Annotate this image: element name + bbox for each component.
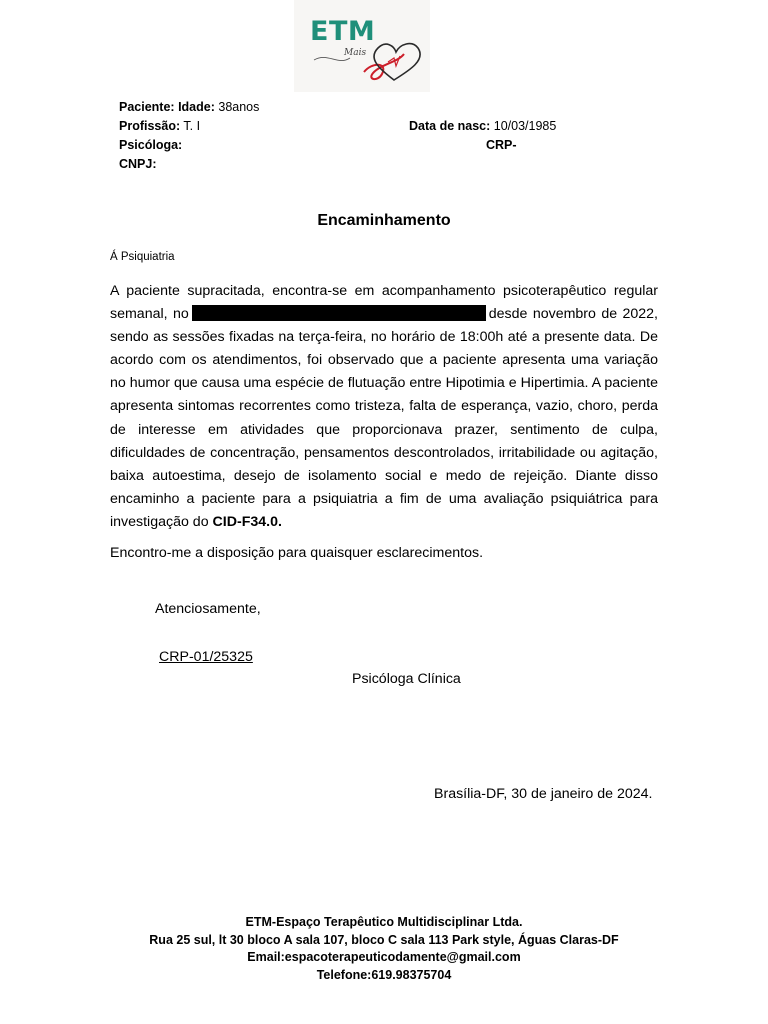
logo-brand-text: ETM [310, 16, 376, 47]
birth-date-label: Data de nasc: [409, 119, 491, 133]
document-title: Encaminhamento [317, 212, 451, 229]
footer-email: Email:espacoterapeuticodamente@gmail.com [247, 950, 521, 964]
logo-script-text: Mais [344, 48, 367, 58]
age-label: Idade: [178, 100, 215, 114]
footer-address: Rua 25 sul, lt 30 bloco A sala 107, bloco C sala 113 Park style, Águas Claras-DF [149, 932, 619, 947]
redaction-bar [192, 305, 486, 321]
patient-line [119, 99, 259, 115]
age-value: 38anos [218, 100, 260, 114]
cnpj-label: CNPJ: [119, 157, 157, 171]
birth-date-value: 10/03/1985 [493, 119, 557, 133]
footer-company: ETM-Espaço Terapêutico Multidisciplinar Ltda. [245, 915, 523, 929]
greeting: Atenciosamente, [155, 601, 261, 617]
closing-note: Encontro-me a disposição para quaisquer esclarecimentos. [110, 545, 484, 561]
cnpj-line [119, 156, 157, 172]
crp-number: CRP-01/25325 [159, 649, 253, 665]
patient-label: Paciente: [119, 100, 175, 114]
signer-role: Psicóloga Clínica [352, 671, 461, 687]
birth-date-line [409, 118, 556, 134]
psychologist-label: Psicóloga: [119, 138, 183, 152]
referral-paragraph [110, 280, 658, 534]
psychologist-line [119, 137, 182, 153]
footer [0, 914, 768, 984]
crp-header-label: CRP- [486, 138, 517, 152]
body-text-part1: A paciente supracitada, encontra-se em acompanhamento psicoterapêutico regular semanal, no [110, 283, 658, 323]
cid-code: CID-F34.0. [212, 513, 282, 530]
heart-signature-icon [308, 32, 428, 86]
etm-logo [294, 0, 430, 92]
body-text-part2: desde novembro de 2022, sendo as sessões fixadas na terça-feira, no horário de 18:00h até a presente data. De acordo com os atendimentos, foi observado que a paciente apresenta uma variação no humor que causa uma espécie de flutuação entre Hipotimia e Hipertimia. A paciente apresenta sintomas recorrentes como tristeza, falta de esperança, vazio, choro, perda de interesse em atividades que proporcionava prazer, sentimento de culpa, dificuldades de concentração, pensamentos descontrolados, irritabilidade ou agitação, baixa autoestima, desejo de isolamento social e medo de rejeição. Diante disso encaminho a paciente para a psiquiatria a fim de uma avaliação psiquiátrica para investigação do [110, 306, 659, 530]
footer-phone: Telefone:619.98375704 [316, 967, 452, 982]
profession-label: Profissão: [119, 119, 181, 133]
profession-line [119, 118, 200, 134]
recipient: Á Psiquiatria [110, 251, 175, 263]
profession-value: T. I [183, 119, 201, 133]
crp-header-line [486, 137, 517, 153]
place-date: Brasília-DF, 30 de janeiro de 2024. [434, 786, 653, 802]
